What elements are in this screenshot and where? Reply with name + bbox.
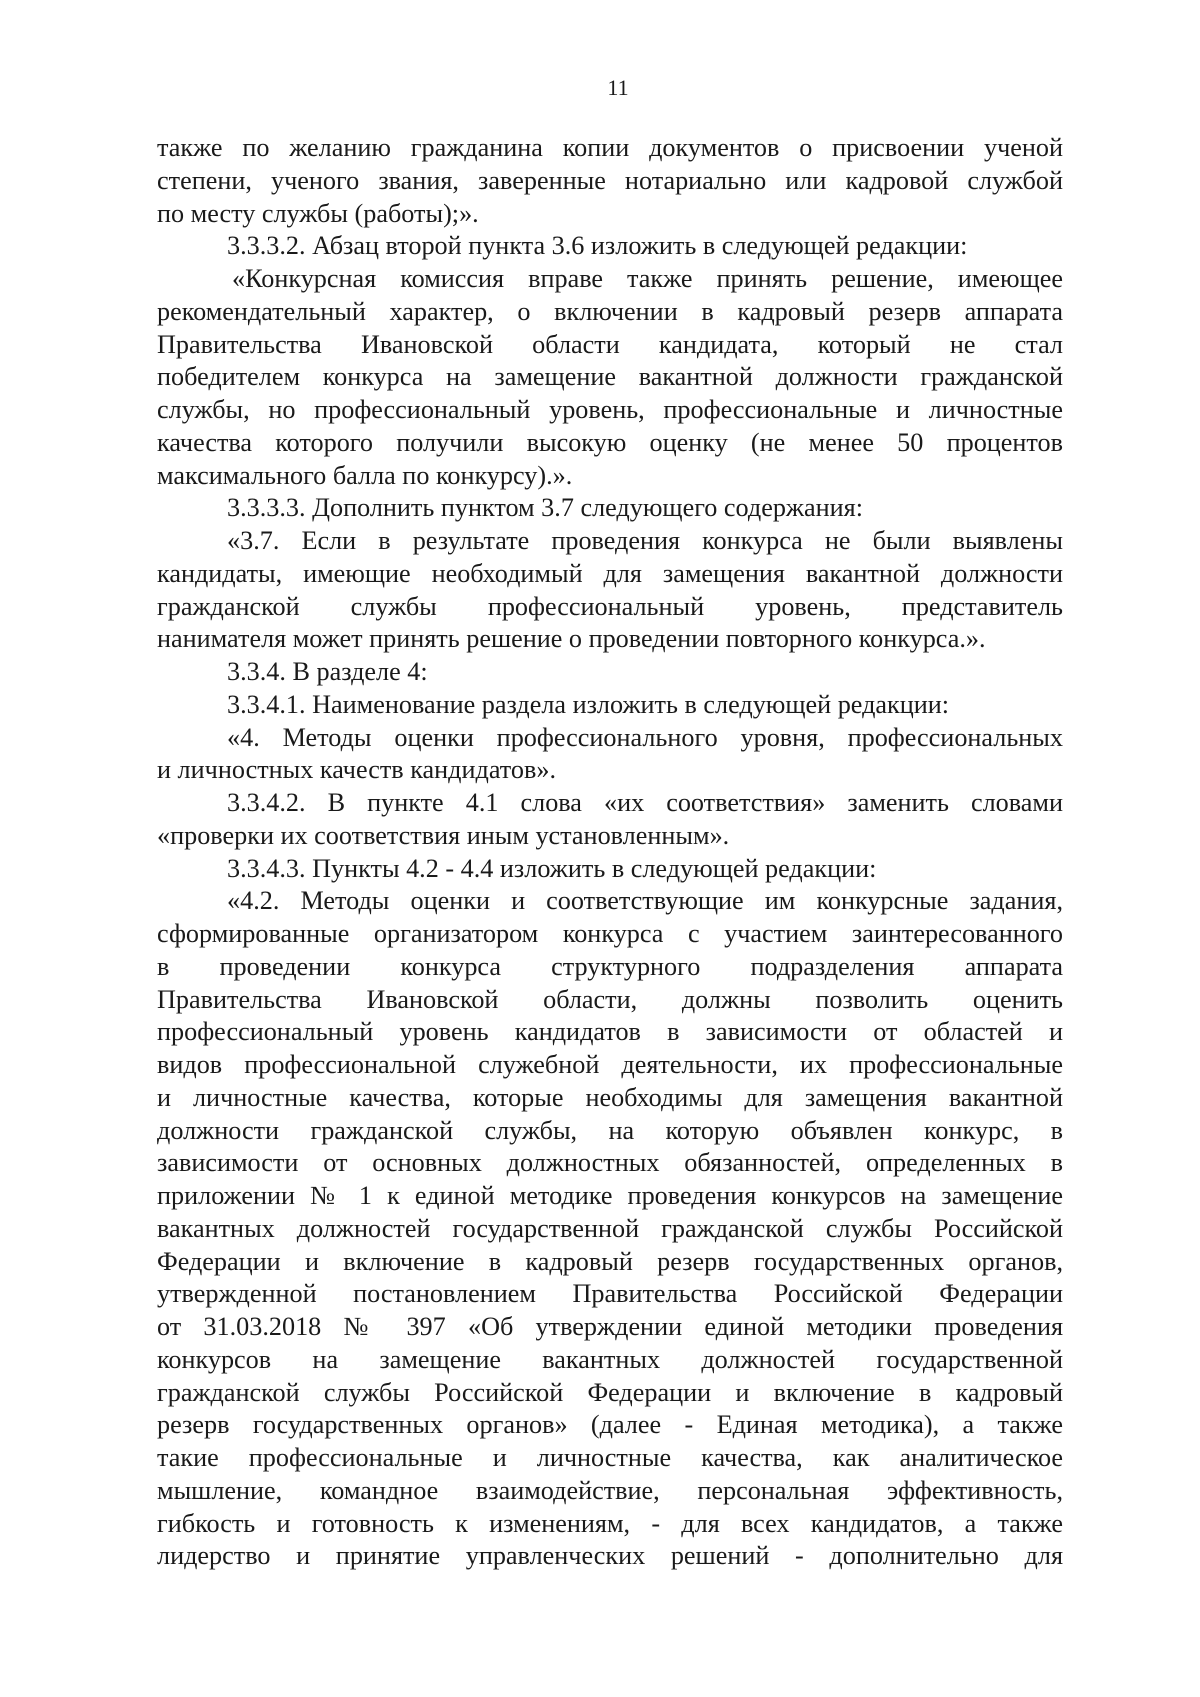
- text-line: зависимости от основных должностных обязанностей, определенных в: [157, 1148, 1063, 1178]
- text-line: по месту службы (работы);».: [157, 198, 479, 228]
- text-line: 3.3.4. В разделе 4:: [227, 657, 428, 686]
- text-line: «3.7. Если в результате проведения конкурса не были выявлены: [227, 526, 1063, 555]
- text-line: максимального балла по конкурсу).».: [157, 460, 573, 490]
- text-line: 3.3.3.3. Дополнить пунктом 3.7 следующего содержания:: [227, 493, 863, 523]
- text-line: службы, но профессиональный уровень, профессиональные и личностные: [157, 395, 1063, 424]
- text-line: профессиональный уровень кандидатов в зависимости от областей и: [157, 1017, 1063, 1047]
- text-line: «4. Методы оценки профессионального уровня, профессиональных: [227, 722, 1063, 752]
- text-line: резерв государственных органов» (далее - Единая методика), а также: [157, 1410, 1063, 1440]
- text-line: «проверки их соответствия иным установленным».: [157, 820, 730, 850]
- text-line: качества которого получили высокую оценку (не менее 50 процентов: [157, 427, 1063, 457]
- text-line: рекомендательный характер, о включении в кадровый резерв аппарата: [157, 296, 1063, 326]
- text-line: победителем конкурса на замещение вакантной должности гражданской: [157, 362, 1063, 392]
- text-line: и личностных качеств кандидатов».: [157, 755, 556, 785]
- text-line: 3.3.4.1. Наименование раздела изложить в следующей редакции:: [227, 689, 950, 719]
- text-line: 3.3.3.2. Абзац второй пункта 3.6 изложить в следующей редакции:: [227, 231, 968, 261]
- page-number: 11: [607, 75, 629, 100]
- text-line: в проведении конкурса структурного подразделения аппарата: [157, 951, 1063, 981]
- text-line: Правительства Ивановской области, должны позволить оценить: [157, 984, 1063, 1014]
- text-line: от 31.03.2018 № 397 «Об утверждении единой методики проведения: [157, 1312, 1063, 1341]
- text-line: гибкость и готовность к изменениям, - для всех кандидатов, а также: [157, 1508, 1063, 1538]
- text-line: Федерации и включение в кадровый резерв государственных органов,: [157, 1246, 1063, 1276]
- text-line: 3.3.4.3. Пункты 4.2 - 4.4 изложить в следующей редакции:: [227, 853, 877, 883]
- document-body: [157, 132, 1063, 1573]
- text-line: «Конкурсная комиссия вправе также принять решение, имеющее: [232, 264, 1063, 293]
- text-line: «4.2. Методы оценки и соответствующие им конкурсные задания,: [227, 886, 1063, 916]
- text-line: степени, ученого звания, заверенные нотариально или кадровой службой: [157, 165, 1063, 195]
- text-line: такие профессиональные и личностные качества, как аналитическое: [157, 1443, 1063, 1472]
- text-line: гражданской службы профессиональный уровень, представитель: [157, 591, 1063, 621]
- text-line: и личностные качества, которые необходимы для замещения вакантной: [157, 1082, 1063, 1112]
- text-line: мышление, командное взаимодействие, персональная эффективность,: [157, 1475, 1063, 1505]
- text-line: нанимателя может принять решение о проведении повторного конкурса.».: [157, 624, 986, 654]
- text-line: вакантных должностей государственной гражданской службы Российской: [157, 1213, 1063, 1243]
- text-line: видов профессиональной служебной деятельности, их профессиональные: [157, 1050, 1063, 1079]
- text-line: Правительства Ивановской области кандидата, который не стал: [157, 329, 1063, 359]
- text-line: сформированные организатором конкурса с участием заинтересованного: [157, 919, 1063, 948]
- text-line: кандидаты, имеющие необходимый для замещения вакантной должности: [157, 558, 1063, 588]
- text-line: приложении № 1 к единой методике проведения конкурсов на замещение: [157, 1181, 1063, 1210]
- text-line: утвержденной постановлением Правительства Российской Федерации: [157, 1279, 1063, 1309]
- text-line: гражданской службы Российской Федерации и включение в кадровый: [157, 1377, 1063, 1407]
- text-line: лидерство и принятие управленческих решений - дополнительно для: [157, 1541, 1063, 1571]
- text-line: должности гражданской службы, на которую объявлен конкурс, в: [157, 1115, 1063, 1145]
- text-line: конкурсов на замещение вакантных должностей государственной: [157, 1344, 1063, 1374]
- text-line: 3.3.4.2. В пункте 4.1 слова «их соответствия» заменить словами: [227, 788, 1063, 817]
- text-line: также по желанию гражданина копии документов о присвоении ученой: [157, 133, 1063, 162]
